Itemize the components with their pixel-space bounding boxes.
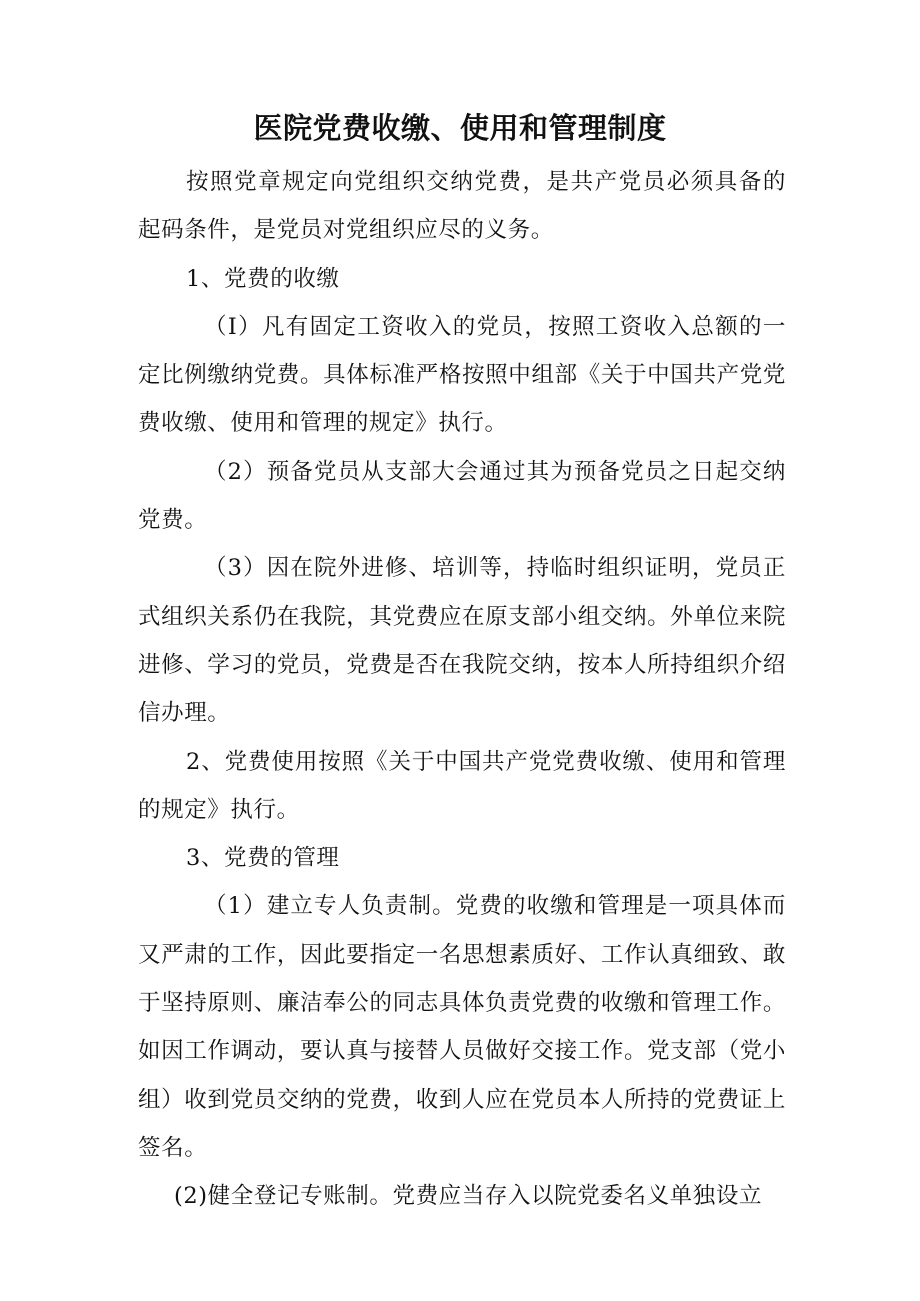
- paragraph-intro: 按照党章规定向党组织交纳党费，是共产党员必须具备的起码条件，是党员对党组织应尽的义务。: [138, 169, 786, 244]
- paragraph-collection-3: （3）因在院外进修、培训等，持临时组织证明，党员正式组织关系仍在我院，其党费应在原支部小组交纳。外单位来院进修、学习的党员，党费是否在我院交纳，按本人所持组织介绍信办理。: [138, 555, 786, 727]
- paragraph-collection-2: （2）预备党员从支部大会通过其为预备党员之日起交纳党费。: [138, 458, 786, 534]
- section-heading-collection: 1、党费的收缴: [186, 265, 340, 292]
- section-heading-management: 3、党费的管理: [186, 845, 340, 872]
- paragraph-collection-1: （I）凡有固定工资收入的党员，按照工资收入总额的一定比例缴纳党费。具体标准严格按照中组部《关于中国共产党党费收缴、使用和管理的规定》执行。: [138, 313, 786, 437]
- section-heading-usage: 2、党费使用按照《关于中国共产党党费收缴、使用和管理的规定》执行。: [138, 748, 786, 823]
- document-body: [138, 158, 786, 1221]
- paragraph-management-1: （1）建立专人负责制。党费的收缴和管理是一项具体而又严肃的工作，因此要指定一名思想素质好、工作认真细致、敢于坚持原则、廉洁奉公的同志具体负责党费的收缴和管理工作。如因工作调动，要认真与接替人员做好交接工作。党支部（党小组）收到党员交纳的党费，收到人应在党员本人所持的党费证上签名。: [138, 893, 786, 1161]
- paragraph-management-2: (2)健全登记专账制。党费应当存入以院党委名义单独设立: [174, 1183, 763, 1210]
- document-title: 医院党费收缴、使用和管理制度: [253, 111, 667, 145]
